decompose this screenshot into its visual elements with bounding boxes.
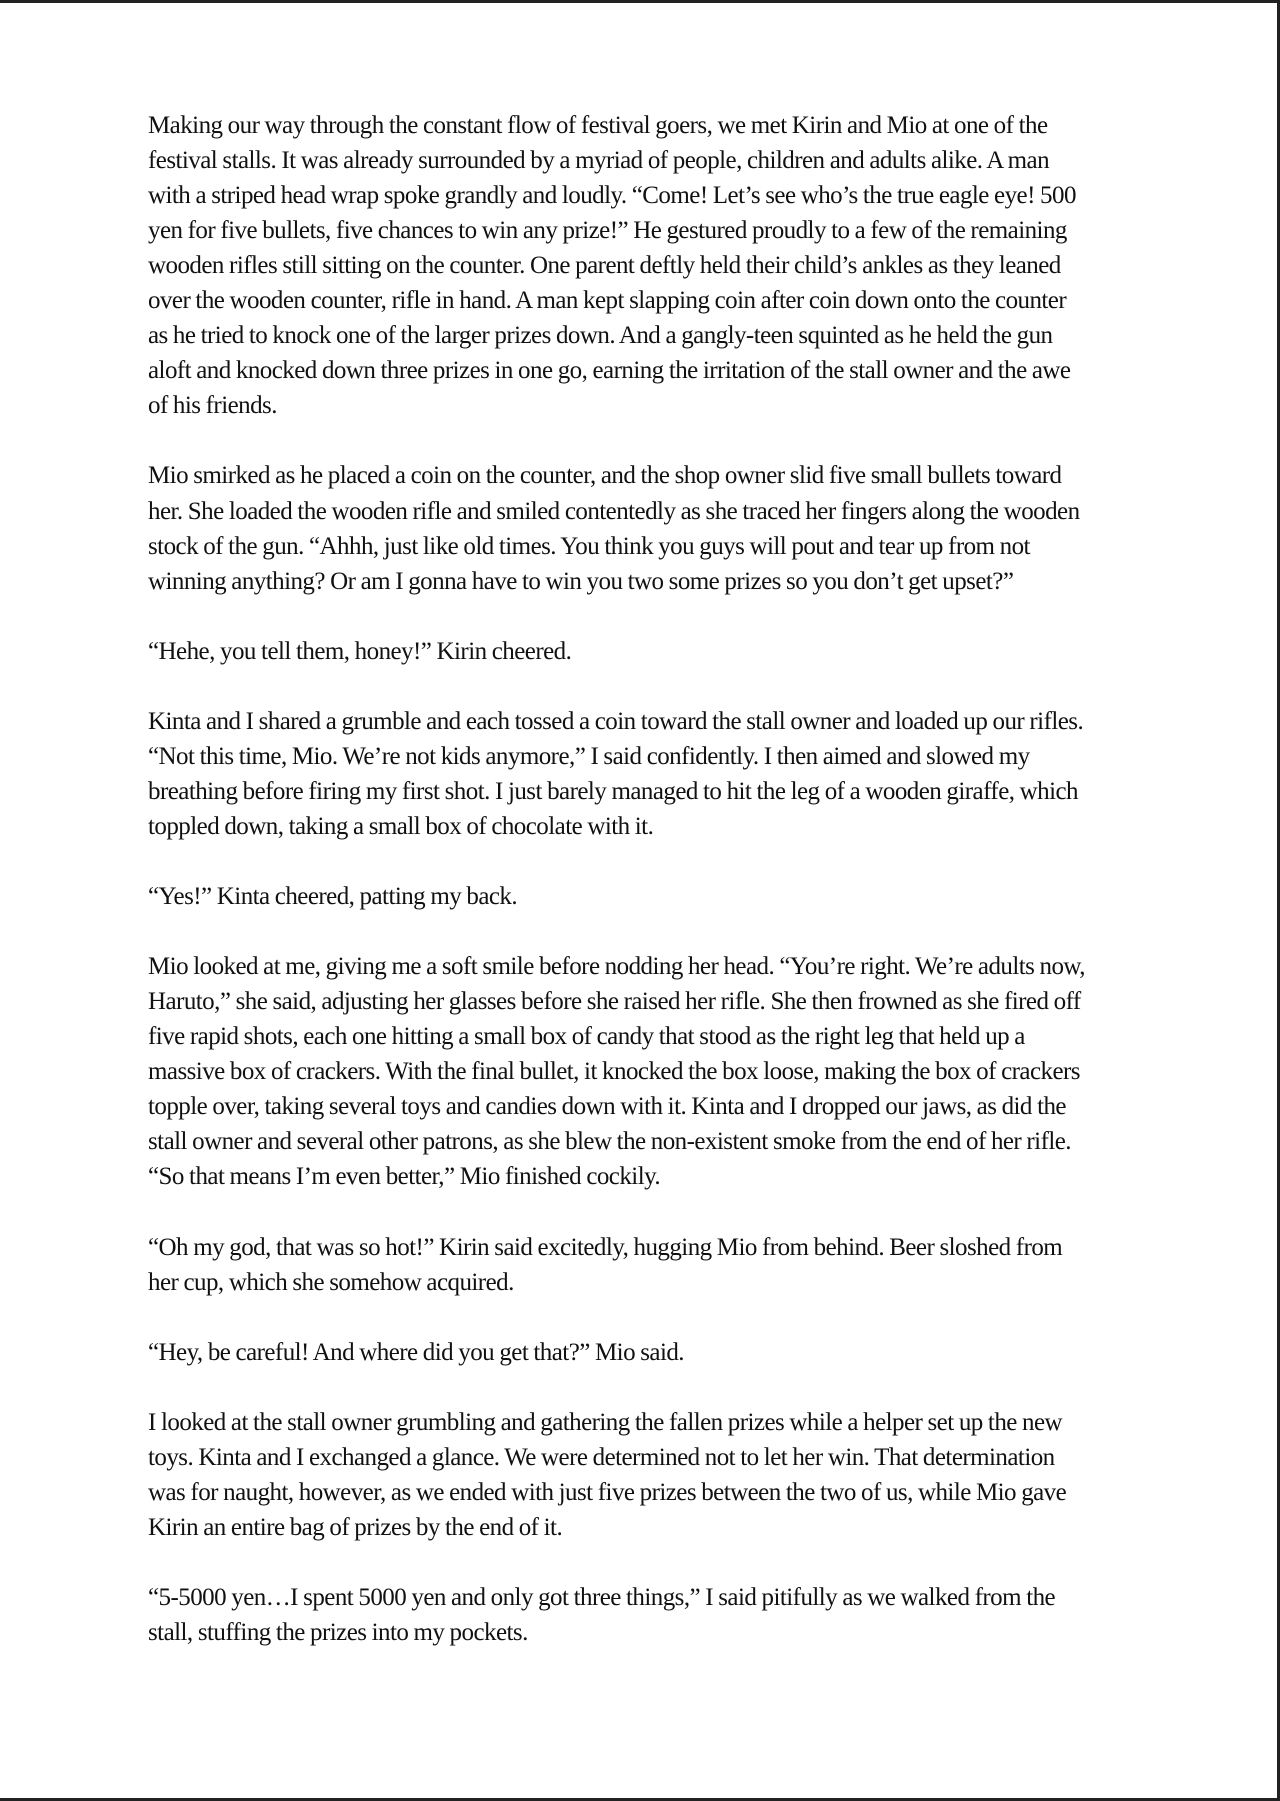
text-line: “Oh my god, that was so hot!” Kirin said excitedly, hugging Mio from behind. Beer sloshed from [148,1233,1063,1261]
text-line: “5-5000 yen…I spent 5000 yen and only got three things,” I said pitifully as we walked from the [148,1583,1056,1611]
text-line: Mio looked at me, giving me a soft smile before nodding her head. “You’re right. We’re adults now, [148,953,1085,981]
text-line: massive box of crackers. With the final bullet, it knocked the box loose, making the box of crackers [148,1058,1080,1086]
text-line: was for naught, however, as we ended with just five prizes between the two of us, while Mio gave [148,1478,1067,1506]
paragraph [148,634,1148,669]
text-line: yen for five bullets, five chances to win any prize!” He gestured proudly to a few of the remaining [148,217,1067,245]
text-line: topple over, taking several toys and candies down with it. Kinta and I dropped our jaws, as did the [148,1093,1066,1121]
text-line: Making our way through the constant flow of festival goers, we met Kirin and Mio at one of the [148,112,1048,139]
paragraph [148,1580,1148,1650]
text-line: festival stalls. It was already surrounded by a myriad of people, children and adults alike. A man [148,147,1050,175]
document-body [148,108,1148,1685]
text-line: “Yes!” Kinta cheered, patting my back. [148,883,518,911]
text-line: stall owner and several other patrons, as she blew the non-existent smoke from the end of her rifle. [148,1128,1072,1156]
paragraph [148,949,1148,1194]
paragraph [148,458,1148,598]
text-line: toppled down, taking a small box of chocolate with it. [148,812,654,840]
text-line: her. She loaded the wooden rifle and smiled contentedly as she traced her fingers along the wooden [148,497,1080,525]
text-line: Mio smirked as he placed a coin on the counter, and the shop owner slid five small bullets toward [148,462,1062,490]
text-line: “So that means I’m even better,” Mio finished cockily. [148,1163,661,1191]
paragraph [148,1335,1148,1370]
text-line: breathing before firing my first shot. I just barely managed to hit the leg of a wooden giraffe, which [148,777,1078,805]
paragraph [148,108,1148,423]
text-line: stall, stuffing the prizes into my pockets. [148,1619,528,1647]
text-line: “Hey, be careful! And where did you get that?” Mio said. [148,1338,684,1366]
text-line: toys. Kinta and I exchanged a glance. We were determined not to let her win. That determination [148,1443,1055,1471]
text-line: “Hehe, you tell them, honey!” Kirin cheered. [148,637,572,665]
text-line: Haruto,” she said, adjusting her glasses before she raised her rifle. She then frowned as she fired off [148,988,1081,1016]
text-line: stock of the gun. “Ahhh, just like old times. You think you guys will pout and tear up from not [148,532,1030,560]
paragraph [148,1230,1148,1300]
text-line: aloft and knocked down three prizes in one go, earning the irritation of the stall owner and the awe [148,357,1071,385]
text-line: wooden rifles still sitting on the counter. One parent deftly held their child’s ankles as they leaned [148,252,1061,280]
text-line: winning anything? Or am I gonna have to win you two some prizes so you don’t get upset?” [148,567,1014,595]
text-line: Kirin an entire bag of prizes by the end of it. [148,1513,563,1541]
text-line: over the wooden counter, rifle in hand. A man kept slapping coin after coin down onto the counter [148,287,1067,315]
text-line: “Not this time, Mio. We’re not kids anymore,” I said confidently. I then aimed and slowed my [148,742,1030,770]
text-line: as he tried to knock one of the larger prizes down. And a gangly-teen squinted as he held the gun [148,322,1053,350]
text-line: I looked at the stall owner grumbling and gathering the fallen prizes while a helper set up the new [148,1408,1063,1436]
paragraph [148,704,1148,844]
text-line: Kinta and I shared a grumble and each tossed a coin toward the stall owner and loaded up our rifles. [148,707,1084,735]
text-line: her cup, which she somehow acquired. [148,1268,514,1296]
text-line: five rapid shots, each one hitting a small box of candy that stood as the right leg that held up a [148,1023,1025,1051]
text-line: with a striped head wrap spoke grandly and loudly. “Come! Let’s see who’s the true eagle eye! 500 [148,182,1076,210]
paragraph [148,879,1148,914]
paragraph [148,1405,1148,1545]
text-line: of his friends. [148,392,277,420]
